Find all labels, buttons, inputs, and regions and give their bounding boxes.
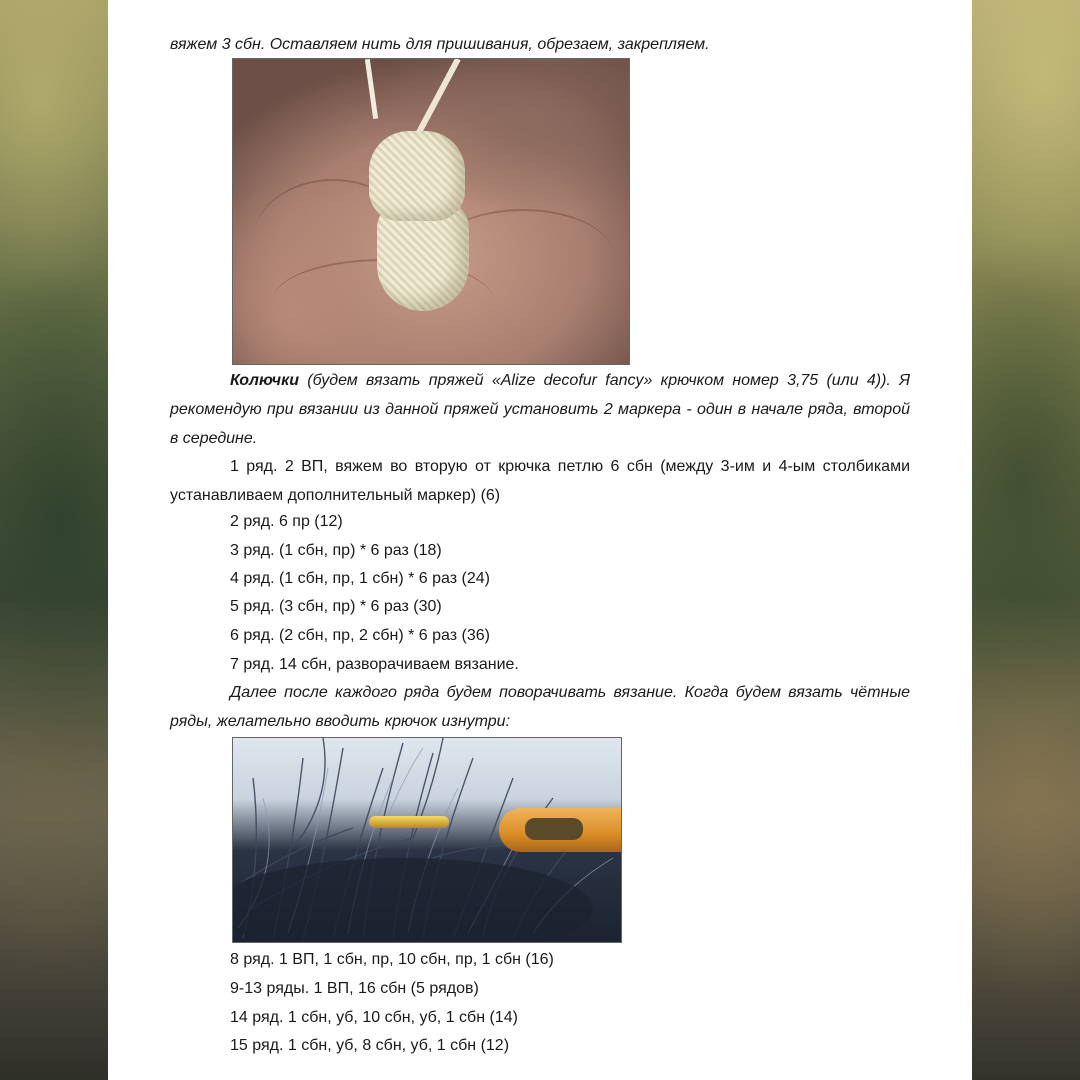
blurred-background-right bbox=[972, 0, 1080, 1080]
row-1: 1 ряд. 2 ВП, вяжем во вторую от крючка петлю 6 сбн (между 3-им и 4-ым столбиками устанавливаем дополнительный маркер) (6) bbox=[170, 458, 910, 504]
crochet-piece-photo bbox=[232, 58, 630, 365]
blurred-background-left bbox=[0, 0, 108, 1080]
row-5: 5 ряд. (3 сбн, пр) * 6 раз (30) bbox=[230, 598, 442, 615]
row-15: 15 ряд. 1 сбн, уб, 8 сбн, уб, 1 сбн (12) bbox=[230, 1037, 510, 1054]
text-line-top: вяжем 3 сбн. Оставляем нить для пришивания, обрезаем, закрепляем. bbox=[170, 36, 710, 53]
row-7: 7 ряд. 14 сбн, разворачиваем вязание. bbox=[230, 656, 519, 673]
document-page bbox=[108, 0, 972, 1080]
turn-note-paragraph: Далее после каждого ряда будем поворачивать вязание. Когда будем вязать чётные ряды, желательно вводить крючок изнутри: bbox=[170, 684, 910, 730]
row-9-13: 9-13 ряды. 1 ВП, 16 сбн (5 рядов) bbox=[230, 980, 479, 997]
spines-heading: Колючки bbox=[230, 372, 299, 389]
hook-shaft bbox=[369, 816, 449, 828]
row-14: 14 ряд. 1 сбн, уб, 10 сбн, уб, 1 сбн (14) bbox=[230, 1009, 518, 1026]
spines-intro-text: (будем вязать пряжей «Alize decofur fancy» крючком номер 3,75 (или 4)). Я рекомендую при вязании из данной пряжей установить 2 маркера - один в начале ряда, второй в середине. bbox=[170, 372, 910, 447]
row-8: 8 ряд. 1 ВП, 1 сбн, пр, 10 сбн, пр, 1 сбн (16) bbox=[230, 951, 554, 968]
fur-yarn-photo bbox=[232, 737, 622, 943]
row-2: 2 ряд. 6 пр (12) bbox=[230, 513, 343, 530]
hook-grip bbox=[525, 818, 583, 840]
spines-intro-paragraph bbox=[170, 366, 910, 453]
row-6: 6 ряд. (2 сбн, пр, 2 сбн) * 6 раз (36) bbox=[230, 627, 490, 644]
row-3: 3 ряд. (1 сбн, пр) * 6 раз (18) bbox=[230, 542, 442, 559]
row-4: 4 ряд. (1 сбн, пр, 1 сбн) * 6 раз (24) bbox=[230, 570, 490, 587]
